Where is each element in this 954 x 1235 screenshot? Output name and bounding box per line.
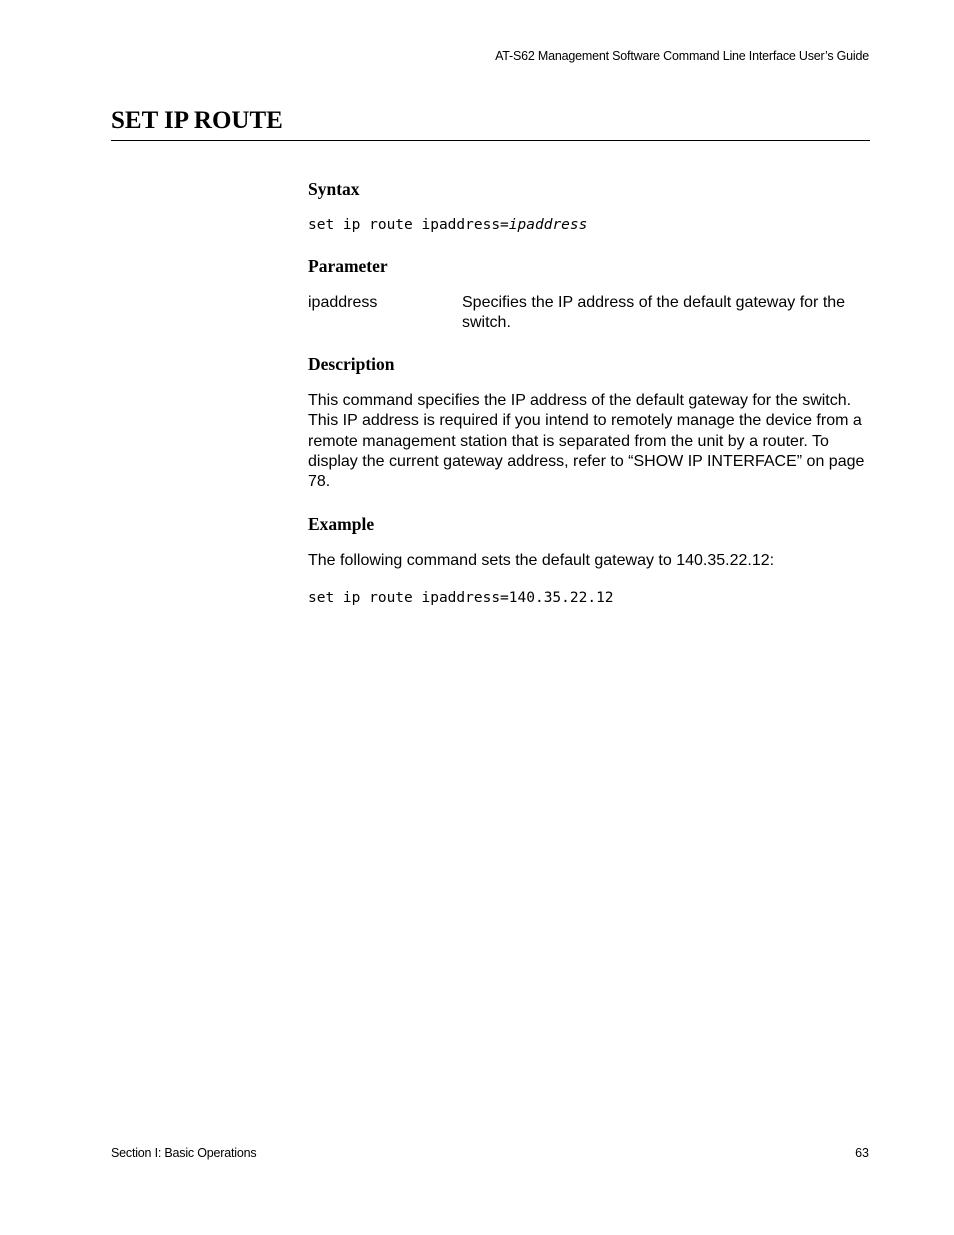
content <box>308 177 870 608</box>
parameter-row <box>308 293 870 334</box>
syntax-code <box>308 215 870 235</box>
parameter-heading: Parameter <box>308 256 388 276</box>
page-title: SET IP ROUTE <box>111 107 283 134</box>
description-text: This command specifies the IP address of the default gateway for the switch. This IP address is required if you intend to remotely manage the device from a remote management station that is separated from the unit by a router. To display the current gateway address, refer to “SHOW IP INTERFACE” on page 78. <box>308 391 865 491</box>
description-heading: Description <box>308 353 395 374</box>
footer-section: Section I: Basic Operations <box>111 1146 257 1160</box>
example-heading: Example <box>308 513 375 534</box>
title-rule <box>111 140 870 141</box>
footer-page-number: 63 <box>855 1146 869 1160</box>
example-text: The following command sets the default gateway to 140.35.22.12: <box>308 551 775 569</box>
syntax-variable: ipaddress <box>508 217 588 233</box>
parameter-name: ipaddress <box>308 294 378 311</box>
example-code: set ip route ipaddress=140.35.22.12 <box>308 590 614 607</box>
running-header: AT-S62 Management Software Command Line Interface User’s Guide <box>495 49 869 63</box>
syntax-heading: Syntax <box>308 179 360 199</box>
syntax-command: set ip route ipaddress= <box>308 217 509 233</box>
parameter-description: Specifies the IP address of the default gateway for the switch. <box>462 294 846 332</box>
